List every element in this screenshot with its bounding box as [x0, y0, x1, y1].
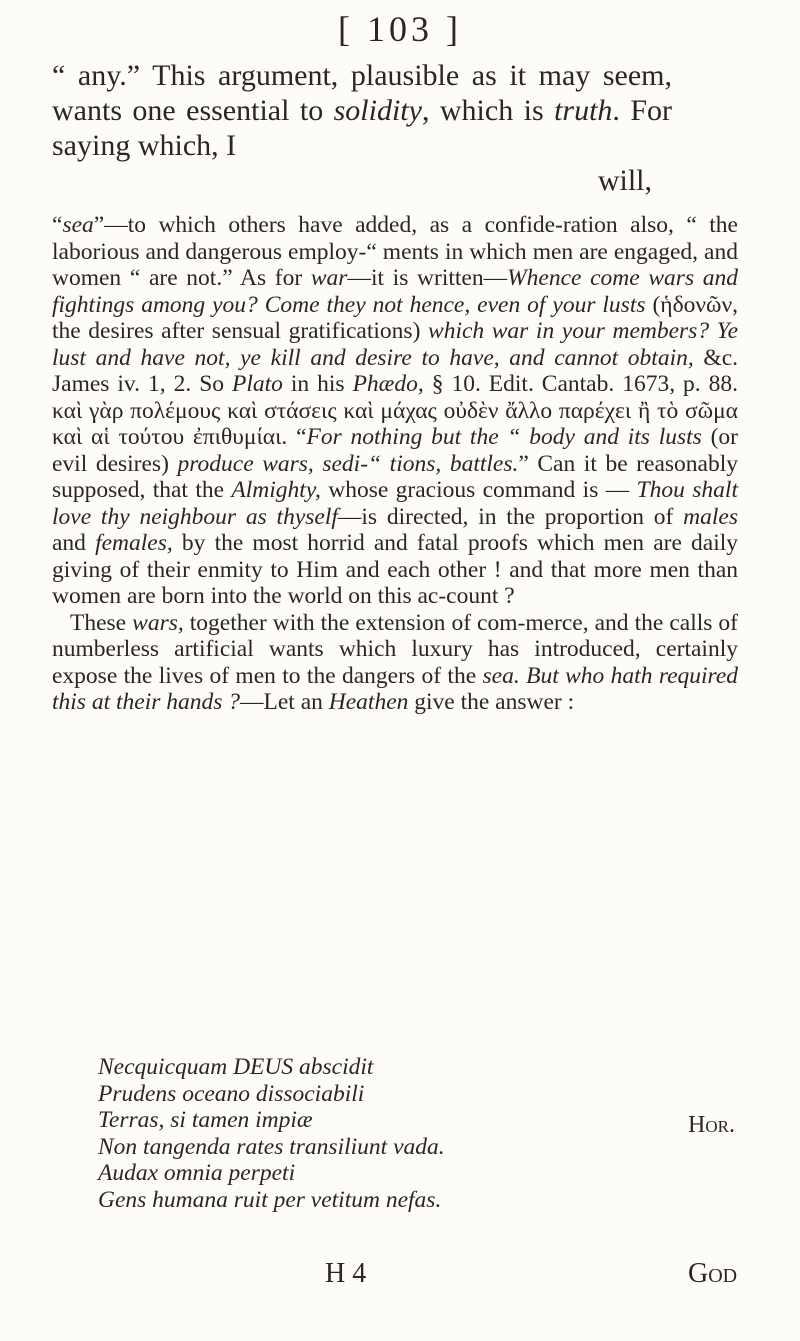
text-run: “ any.” This argument, plausible as it may seem, wants one essential to [52, 59, 672, 127]
verse-line: Audax omnia perpeti [98, 1160, 296, 1186]
text-run: § 10. Edit. Cantab. 1673, p. 88. [431, 371, 739, 397]
italic-term: wars, [132, 609, 184, 636]
text-run: —it is written— [347, 265, 508, 291]
italic-quote: But who hath required this at their hands ? [52, 662, 739, 715]
text-run: . For saying which, I [52, 94, 673, 162]
italic-term-solidity: solidity [333, 94, 422, 127]
italic-quote: which war in your members? Ye lust and have not, ye kill and desire to have, and cannot obtain, [52, 318, 739, 371]
text-run: together with the extension of com-merce, and the calls of numberless artificial wants which luxury has introduced, certainly expose the lives of men to the dangers of the [52, 609, 738, 689]
verse-line: Terras, si tamen impiæ [98, 1107, 313, 1133]
italic-term: Plato [232, 371, 283, 397]
italic-term: males [683, 503, 738, 530]
text-run: , which is [421, 94, 544, 127]
text-run: and [52, 530, 86, 556]
italic-quote: Whence come wars and fightings among you? Come they not hence, even of your lusts [52, 265, 739, 318]
greek-text: (ἡδονῶν, [652, 291, 739, 318]
text-run: “ [296, 424, 307, 450]
italic-term-truth: truth [554, 94, 613, 127]
verse-line: Necquicquam DEUS abscidit [98, 1054, 374, 1080]
text-run: —is directed, in the proportion of [337, 503, 674, 530]
text-run: “ [52, 212, 63, 238]
catchword: God [688, 1258, 738, 1289]
quote-attribution: Hor. [688, 1112, 735, 1138]
italic-quote: For nothing but the “ body and its lusts [306, 424, 702, 450]
text-run: give the answer : [414, 689, 575, 715]
greek-text: καὶ γὰρ πολέμους καὶ στάσεις καὶ μάχας οὐδὲν ἄλλο παρέχει ἢ τὸ σῶμα καὶ αἱ τούτου ἐπιθυμίαι. [52, 397, 738, 450]
italic-term: sea [62, 212, 94, 238]
text-run: (or evil desires) [52, 424, 738, 477]
text-run: &c. James iv. 1, 2. So [52, 344, 739, 397]
italic-term: females, [95, 530, 173, 556]
signature-mark: H 4 [325, 1258, 367, 1289]
body-paragraphs [52, 212, 738, 716]
text-run: ”—to which others have added, as a confide-ration also, “ the laborious and dangerous employ-“ ments in which men are engaged, and women “ are not.” As for [52, 212, 738, 291]
italic-term: Heathen [328, 689, 409, 715]
paragraph [52, 610, 738, 716]
latin-verse-quote [98, 1054, 658, 1213]
text-run-last: will, [597, 164, 652, 197]
italic-term: sea. [482, 662, 520, 689]
opening-paragraph [52, 58, 672, 198]
italic-term: Phædo, [352, 371, 424, 397]
paragraph [52, 212, 738, 610]
text-run: whose gracious command is — [328, 477, 630, 503]
text-run: in his [290, 371, 345, 397]
verse-line: Non tangenda rates transiliunt vada. [98, 1133, 445, 1160]
text-run: by the most horrid and fatal proofs which men are daily giving of their enmity to Him and each other ! and that more men than women are born into the world on this ac-count ? [52, 530, 739, 609]
italic-term: war [310, 265, 348, 291]
italic-term: Almighty, [231, 477, 321, 503]
text-run: These [70, 609, 127, 636]
text-run: —Let an [240, 689, 323, 715]
verse-line: Prudens oceano dissociabili [98, 1080, 365, 1107]
text-run: the desires after sensual gratifications) [52, 318, 421, 344]
italic-quote: produce wars, sedi-“ tions, battles. [177, 450, 519, 477]
page-number: [ 103 ] [338, 9, 462, 49]
verse-line: Gens humana ruit per vetitum nefas. [98, 1186, 442, 1213]
italic-quote: Thou shalt love thy neighbour as thyself [52, 477, 738, 530]
text-run: ” Can it be reasonably supposed, that the [52, 450, 738, 503]
